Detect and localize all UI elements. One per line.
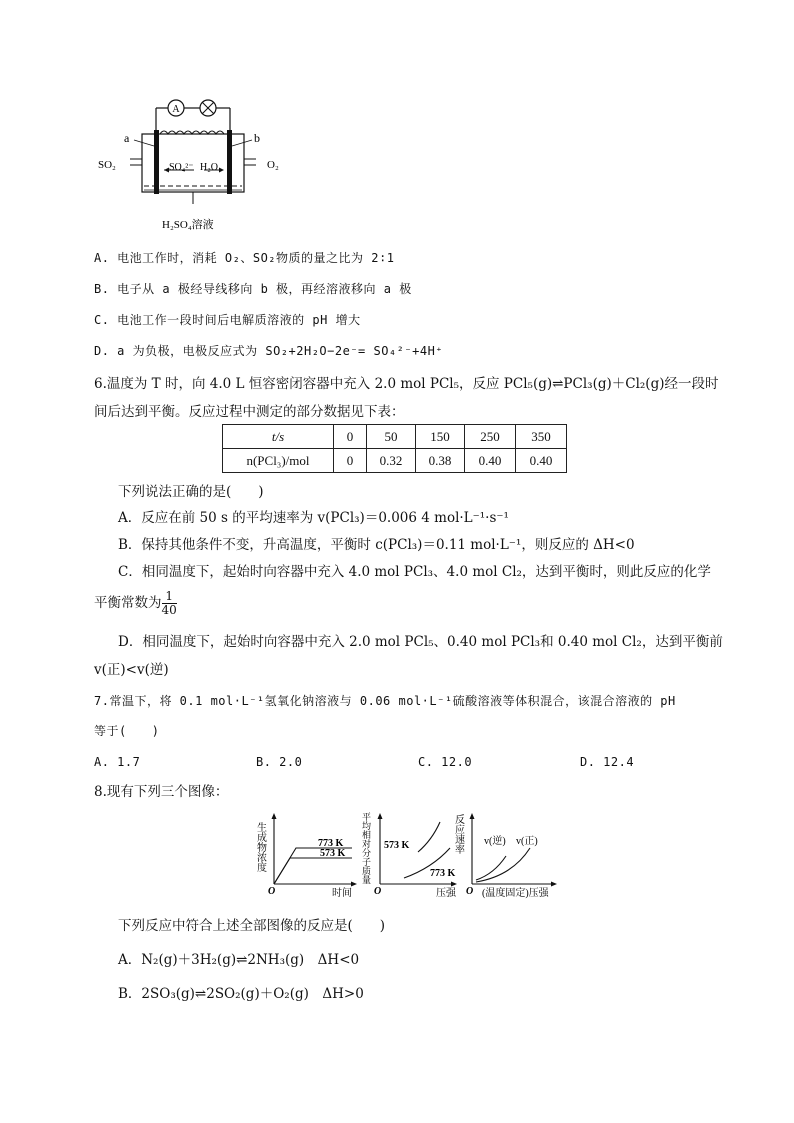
q6-option-c-line1: C．相同温度下，起始时向容器中充入 4.0 mol PCl₃、4.0 mol Cl₂，达到平衡时，则此反应的化学 <box>118 564 711 580</box>
table-cell: 150 <box>416 425 465 449</box>
fuel-cell-diagram <box>92 96 292 236</box>
q7-option-d: D. 12.4 <box>580 755 635 769</box>
g2-curve1-label: 573 K <box>384 840 410 851</box>
table-cell: 350 <box>516 425 567 449</box>
pcl3-data-table <box>222 424 567 473</box>
q6-option-a: A．反应在前 50 s 的平均速率为 v(PCl₃)＝0.006 4 mol·L⁻¹·s⁻¹ <box>118 510 509 526</box>
q5-option-a: A. 电池工作时，消耗 O₂、SO₂物质的量之比为 2∶1 <box>94 251 395 265</box>
g3-origin: O <box>466 886 474 897</box>
q8-prompt: 下列反应中符合上述全部图像的反应是( ) <box>118 918 386 934</box>
electrolyte-caption: H₂SO₄溶液 <box>162 219 214 231</box>
q7-option-a: A. 1.7 <box>94 755 141 769</box>
fraction <box>162 590 177 617</box>
g2-ylabel: 平均相对分子质量 <box>361 812 371 884</box>
electrode-a-label: a <box>124 131 130 145</box>
q8-graphs-svg <box>254 808 574 900</box>
g1-curve-773 <box>274 858 352 884</box>
table-cell: 0.32 <box>367 449 416 473</box>
g2-curve-573 <box>418 822 440 852</box>
table-header-npcl3: n(PCl₃)/mol <box>223 449 334 473</box>
q6-option-c-text: 平衡常数为 <box>94 595 162 612</box>
q6-option-d-line2: v(正)<v(逆) <box>94 662 169 678</box>
q7-stem-line1: 7.常温下，将 0.1 mol·L⁻¹氢氧化钠溶液与 0.06 mol·L⁻¹硫酸溶液等体积混合，该混合溶液的 pH <box>94 694 676 708</box>
q6-option-b: B．保持其他条件不变，升高温度，平衡时 c(PCl₃)＝0.11 mol·L⁻¹，则反应的 ΔH<0 <box>118 537 635 553</box>
g3-xlabel: (温度固定)压强 <box>482 888 549 899</box>
g2-xlabel: 压强 <box>436 888 456 899</box>
q8-graphs <box>254 808 574 900</box>
q5-option-c: C. 电池工作一段时间后电解质溶液的 pH 增大 <box>94 313 361 327</box>
q6-stem-line1: 6.温度为 T 时，向 4.0 L 恒容密闭容器中充入 2.0 mol PCl₅，反应 PCl₅(g)⇌PCl₃(g)＋Cl₂(g)经一段时 <box>94 376 719 392</box>
g1-curve2-label: 573 K <box>320 848 346 859</box>
ammeter-label: A <box>172 104 180 115</box>
table-row <box>223 425 567 449</box>
g1-origin: O <box>268 886 276 897</box>
g3-curve-reverse <box>476 856 506 880</box>
fraction-numerator: 1 <box>162 590 177 604</box>
fuel-cell-svg <box>92 96 292 236</box>
q6-stem-line2: 间后达到平衡。反应过程中测定的部分数据见下表： <box>94 404 405 420</box>
graph-concentration-time <box>255 813 358 899</box>
g2-curve2-label: 773 K <box>430 868 456 879</box>
table-cell: 0 <box>334 449 367 473</box>
q5-option-d: D. a 为负极，电极反应式为 SO₂+2H₂O−2e⁻= SO₄²⁻+4H⁺ <box>94 344 444 358</box>
graph-rate-pressure <box>453 813 558 899</box>
table-cell: 250 <box>465 425 516 449</box>
g1-xlabel: 时间 <box>332 888 352 899</box>
water-label: H₂O <box>200 162 218 173</box>
g1-ylabel: 生成物浓度 <box>254 822 266 872</box>
g3-curve1-label: v(逆) <box>484 836 506 847</box>
q7-option-b: B. 2.0 <box>256 755 303 769</box>
table-cell: 0.40 <box>516 449 567 473</box>
sulfate-label: SO₄²⁻ <box>169 162 194 173</box>
o2-inlet-label: O₂ <box>267 159 279 171</box>
table-row <box>223 449 567 473</box>
q6-option-d-line1: D．相同温度下，起始时向容器中充入 2.0 mol PCl₅、0.40 mol PCl₃和 0.40 mol Cl₂，达到平衡前 <box>118 634 723 650</box>
g2-origin: O <box>374 886 382 897</box>
graph-molar-mass-pressure <box>361 812 457 899</box>
electrode-b-label: b <box>254 131 260 145</box>
q5-option-b: B. 电子从 a 极经导线移向 b 极，再经溶液移向 a 极 <box>94 282 412 296</box>
g3-curve2-label: v(正) <box>516 836 538 847</box>
g1-curve1-label: 773 K <box>318 838 344 849</box>
table-cell: 50 <box>367 425 416 449</box>
table-cell: 0.40 <box>465 449 516 473</box>
q8-stem: 8.现有下列三个图像： <box>94 784 229 800</box>
q7-option-c: C. 12.0 <box>418 755 473 769</box>
table-cell: 0 <box>334 425 367 449</box>
g3-ylabel: 反应速率 <box>452 814 464 854</box>
q6-option-c-line2 <box>94 590 177 617</box>
fraction-denominator: 40 <box>161 603 177 618</box>
table-header-time: t/s <box>223 425 334 449</box>
q7-stem-line2: 等于( ) <box>94 724 160 738</box>
q6-prompt: 下列说法正确的是( ) <box>118 484 264 500</box>
so2-inlet-label: SO₂ <box>98 159 116 171</box>
q8-option-b: B．2SO₃(g)⇌2SO₂(g)＋O₂(g) ΔH>0 <box>118 986 364 1002</box>
table-cell: 0.38 <box>416 449 465 473</box>
q8-option-a: A．N₂(g)＋3H₂(g)⇌2NH₃(g) ΔH<0 <box>118 952 360 968</box>
